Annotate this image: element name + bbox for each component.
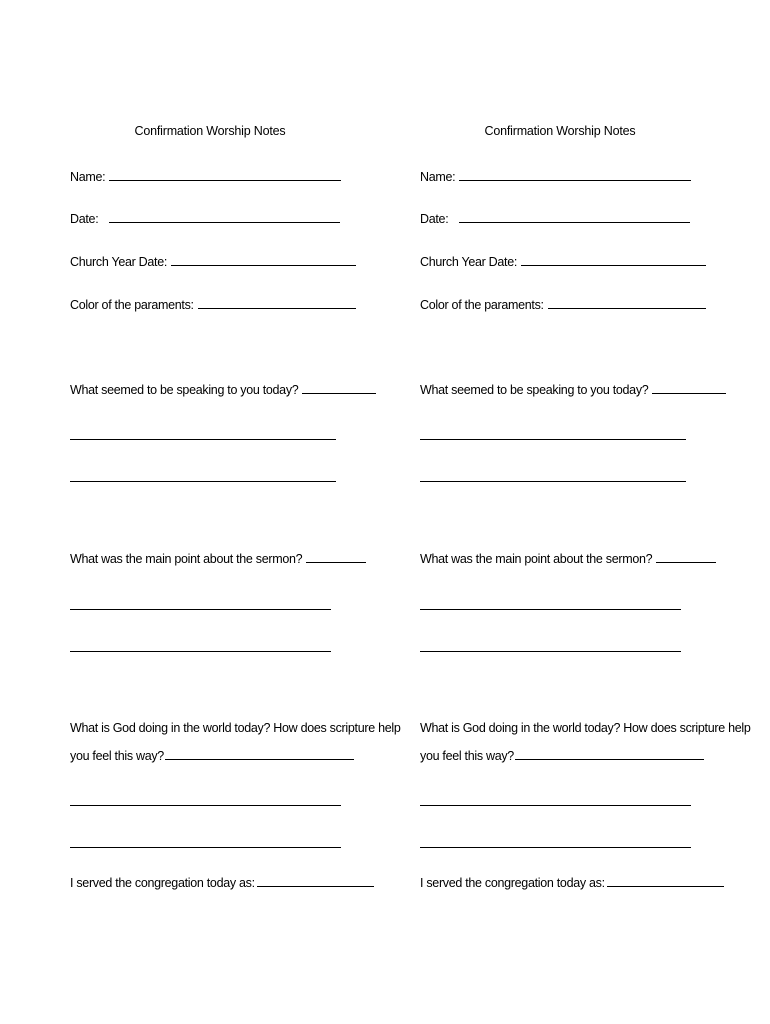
church-year-date-label: Church Year Date: <box>420 255 518 269</box>
date-blank[interactable] <box>459 210 690 223</box>
god-question-line-1: What is God doing in the world today? How does scripture help <box>70 721 401 735</box>
worksheet-title: Confirmation Worship Notes <box>484 124 636 138</box>
served-row <box>70 874 374 891</box>
date-label: Date: <box>420 212 449 226</box>
served-blank[interactable] <box>257 874 374 887</box>
sermon-answer-line-2[interactable] <box>420 651 681 652</box>
god-answer-line-2[interactable] <box>420 847 691 848</box>
name-row <box>420 168 691 185</box>
god-blank[interactable] <box>515 747 704 760</box>
name-blank[interactable] <box>109 168 341 181</box>
sermon-answer-line-1[interactable] <box>420 609 681 610</box>
god-question-row-2 <box>70 747 354 764</box>
speaking-answer-line-1[interactable] <box>70 439 336 440</box>
god-question-row-2 <box>420 747 704 764</box>
date-row <box>70 210 340 227</box>
church-year-date-label: Church Year Date: <box>70 255 168 269</box>
sermon-answer-line-2[interactable] <box>70 651 331 652</box>
date-label: Date: <box>70 212 99 226</box>
god-answer-line-2[interactable] <box>70 847 341 848</box>
paraments-blank[interactable] <box>198 296 356 309</box>
speaking-answer-line-2[interactable] <box>70 481 336 482</box>
speaking-answer-line-2[interactable] <box>420 481 686 482</box>
church-year-date-blank[interactable] <box>521 253 706 266</box>
paraments-label: Color of the paraments: <box>70 298 194 312</box>
paraments-row <box>420 296 706 313</box>
church-year-date-row <box>420 253 706 270</box>
date-row <box>420 210 690 227</box>
name-label: Name: <box>70 170 106 184</box>
served-label: I served the congregation today as: <box>70 876 255 890</box>
paraments-row <box>70 296 356 313</box>
sermon-question: What was the main point about the sermon? <box>420 552 653 566</box>
sermon-question: What was the main point about the sermon? <box>70 552 303 566</box>
god-question-line-2: you feel this way? <box>70 749 164 763</box>
speaking-question: What seemed to be speaking to you today? <box>420 383 649 397</box>
date-blank[interactable] <box>109 210 340 223</box>
paraments-label: Color of the paraments: <box>420 298 544 312</box>
sermon-blank[interactable] <box>656 550 716 563</box>
speaking-question-row <box>70 381 376 398</box>
sermon-question-row <box>70 550 366 567</box>
speaking-question-row <box>420 381 726 398</box>
church-year-date-row <box>70 253 356 270</box>
speaking-blank[interactable] <box>652 381 726 394</box>
worksheet-title: Confirmation Worship Notes <box>134 124 286 138</box>
sermon-blank[interactable] <box>306 550 366 563</box>
paraments-blank[interactable] <box>548 296 706 309</box>
served-blank[interactable] <box>607 874 724 887</box>
god-answer-line-1[interactable] <box>420 805 691 806</box>
speaking-blank[interactable] <box>302 381 376 394</box>
worksheet-left <box>70 0 401 1024</box>
sermon-question-row <box>420 550 716 567</box>
worksheet-right <box>420 0 751 1024</box>
name-row <box>70 168 341 185</box>
name-label: Name: <box>420 170 456 184</box>
sermon-answer-line-1[interactable] <box>70 609 331 610</box>
served-row <box>420 874 724 891</box>
served-label: I served the congregation today as: <box>420 876 605 890</box>
speaking-question: What seemed to be speaking to you today? <box>70 383 299 397</box>
church-year-date-blank[interactable] <box>171 253 356 266</box>
god-question-line-2: you feel this way? <box>420 749 514 763</box>
name-blank[interactable] <box>459 168 691 181</box>
god-answer-line-1[interactable] <box>70 805 341 806</box>
god-question-line-1: What is God doing in the world today? How does scripture help <box>420 721 751 735</box>
god-blank[interactable] <box>165 747 354 760</box>
speaking-answer-line-1[interactable] <box>420 439 686 440</box>
